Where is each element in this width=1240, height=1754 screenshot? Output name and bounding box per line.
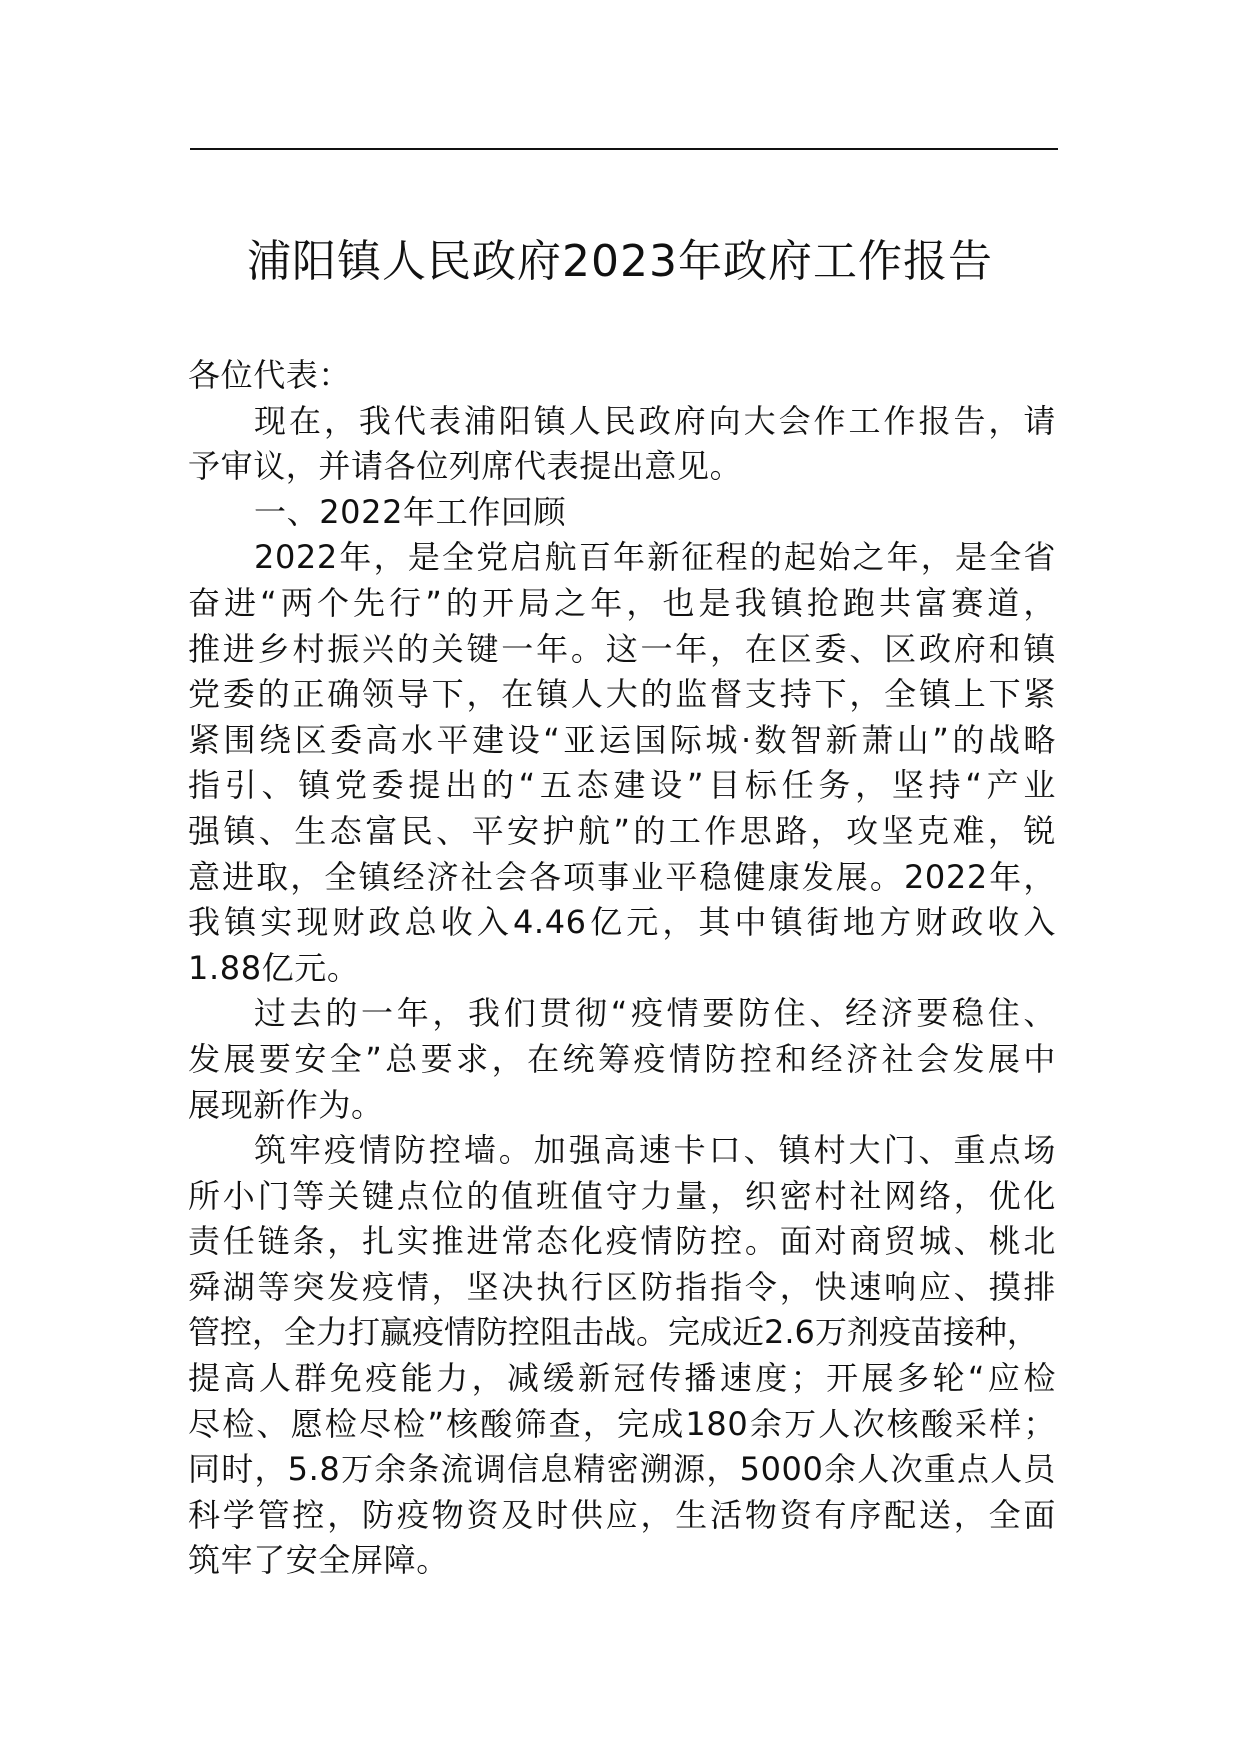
text-line: 予审议，并请各位列席代表提出意见。 — [188, 447, 743, 486]
text-line: 推进乡村振兴的关键一年。这一年，在区委、区政府和镇 — [188, 629, 1056, 668]
paragraph-epidemic-wall — [188, 1128, 1056, 1584]
text-line: 强镇、生态富民、平安护航”的工作思路，攻坚克难，锐 — [188, 811, 1056, 850]
paragraph-past-year — [188, 991, 1056, 1128]
text-line: 舜湖等突发疫情，坚决执行区防指指令，快速响应、摸排 — [188, 1267, 1056, 1306]
document-title: 浦阳镇人民政府2023年政府工作报告 — [247, 236, 993, 287]
text-line: 1.88亿元。 — [188, 948, 360, 987]
text-line: 发展要安全”总要求，在统筹疫情防控和经济社会发展中 — [188, 1039, 1056, 1078]
paragraph-intro — [188, 399, 1056, 490]
text-line: 我镇实现财政总收入4.46亿元，其中镇街地方财政收入 — [188, 903, 1056, 942]
text-line: 2022年，是全党启航百年新征程的起始之年，是全省 — [254, 538, 1056, 577]
text-line: 指引、镇党委提出的“五态建设”目标任务，坚持“产业 — [188, 766, 1056, 805]
text-line: 尽检、愿检尽检”核酸筛查，完成180余万人次核酸采样； — [188, 1404, 1056, 1443]
text-line: 科学管控，防疫物资及时供应，生活物资有序配送，全面 — [188, 1495, 1056, 1534]
text-line: 责任链条，扎实推进常态化疫情防控。面对商贸城、桃北 — [188, 1222, 1056, 1261]
text-line: 同时，5.8万余条流调信息精密溯源，5000余人次重点人员 — [188, 1450, 1056, 1489]
text-line: 管控，全力打赢疫情防控阻击战。完成近2.6万剂疫苗接种， — [188, 1313, 1039, 1352]
text-line: 现在，我代表浦阳镇人民政府向大会作工作报告，请 — [254, 401, 1056, 440]
text-line: 一、2022年工作回顾 — [254, 492, 567, 531]
text-line: 展现新作为。 — [188, 1085, 384, 1124]
text-line: 奋进“两个先行”的开局之年，也是我镇抢跑共富赛道， — [188, 583, 1056, 622]
text-line: 意进取，全镇经济社会各项事业平稳健康发展。2022年， — [188, 857, 1056, 896]
text-line: 筑牢了安全屏障。 — [188, 1541, 449, 1580]
text-line: 紧围绕区委高水平建设“亚运国际城·数智新萧山”的战略 — [188, 720, 1056, 759]
text-line: 党委的正确领导下，在镇人大的监督支持下，全镇上下紧 — [188, 675, 1056, 714]
salutation: 各位代表： — [188, 356, 352, 394]
header-rule — [190, 148, 1058, 150]
document-body — [188, 353, 1056, 1584]
text-line: 筑牢疫情防控墙。加强高速卡口、镇村大门、重点场 — [254, 1131, 1056, 1170]
section-heading — [188, 490, 1056, 536]
text-line: 过去的一年，我们贯彻“疫情要防住、经济要稳住、 — [254, 994, 1056, 1033]
text-line: 所小门等关键点位的值班值守力量，织密村社网络，优化 — [188, 1176, 1056, 1215]
text-line: 提高人群免疫能力，减缓新冠传播速度；开展多轮“应检 — [188, 1359, 1056, 1398]
paragraph-review-2022 — [188, 535, 1056, 991]
